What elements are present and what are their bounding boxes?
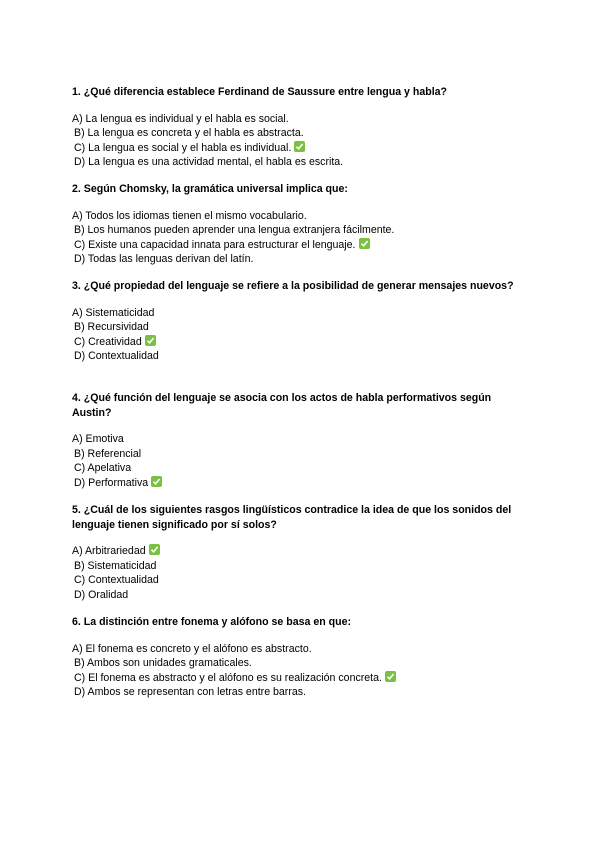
option-a: A) La lengua es individual y el habla es social. xyxy=(72,112,289,125)
option-c: C) Contextualidad xyxy=(74,574,159,587)
option-d: D) La lengua es una actividad mental, el habla es escrita. xyxy=(74,156,344,169)
check-mark-icon xyxy=(145,335,156,346)
option-c: C) El fonema es abstracto y el alófono es su realización concreta. xyxy=(72,671,528,686)
option-b: B) Los humanos pueden aprender una lengua extranjera fácilmente. xyxy=(74,224,395,237)
option-c: C) Creatividad xyxy=(72,335,528,350)
question-6 xyxy=(72,615,528,700)
question-title: 5. ¿Cuál de los siguientes rasgos lingüísticos contradice la idea de que los sonidos del lenguaje tienen significado por sí solos? xyxy=(72,504,512,531)
question-title: 2. Según Chomsky, la gramática universal implica que: xyxy=(72,183,348,195)
option-d: D) Performativa xyxy=(72,476,528,491)
question-title: 4. ¿Qué función del lenguaje se asocia con los actos de habla performativos según Austin? xyxy=(72,392,492,419)
option-d: D) Contextualidad xyxy=(74,350,159,363)
question-3 xyxy=(72,279,528,364)
check-mark-icon xyxy=(359,238,370,249)
option-b: B) Referencial xyxy=(74,447,142,460)
option-c: C) Apelativa xyxy=(74,462,132,475)
option-a: A) Sistematicidad xyxy=(72,306,155,319)
question-title: 3. ¿Qué propiedad del lenguaje se refiere a la posibilidad de generar mensajes nuevos? xyxy=(72,280,514,292)
option-a: A) Arbitrariedad xyxy=(72,544,528,559)
option-b: B) Recursividad xyxy=(74,321,149,334)
question-1 xyxy=(72,85,528,170)
question-5 xyxy=(72,503,528,602)
question-title: 6. La distinción entre fonema y alófono se basa en que: xyxy=(72,616,352,628)
question-title: 1. ¿Qué diferencia establece Ferdinand de Saussure entre lengua y habla? xyxy=(72,86,448,98)
option-d: D) Ambos se representan con letras entre barras. xyxy=(74,686,306,699)
question-4 xyxy=(72,391,528,490)
option-a: A) Todos los idiomas tienen el mismo vocabulario. xyxy=(72,209,307,222)
option-d: D) Todas las lenguas derivan del latín. xyxy=(74,253,254,266)
option-b: B) Ambos son unidades gramaticales. xyxy=(74,657,252,670)
check-mark-icon xyxy=(385,671,396,682)
option-d: D) Oralidad xyxy=(74,588,129,601)
option-b: B) Sistematicidad xyxy=(74,559,157,572)
option-b: B) La lengua es concreta y el habla es abstracta. xyxy=(74,127,304,140)
check-mark-icon xyxy=(149,544,160,555)
option-a: A) El fonema es concreto y el alófono es abstracto. xyxy=(72,642,312,655)
option-c: C) Existe una capacidad innata para estructurar el lenguaje. xyxy=(72,238,528,253)
question-2 xyxy=(72,182,528,267)
check-mark-icon xyxy=(294,141,305,152)
check-mark-icon xyxy=(151,476,162,487)
option-a: A) Emotiva xyxy=(72,433,124,445)
option-c: C) La lengua es social y el habla es individual. xyxy=(72,141,528,156)
